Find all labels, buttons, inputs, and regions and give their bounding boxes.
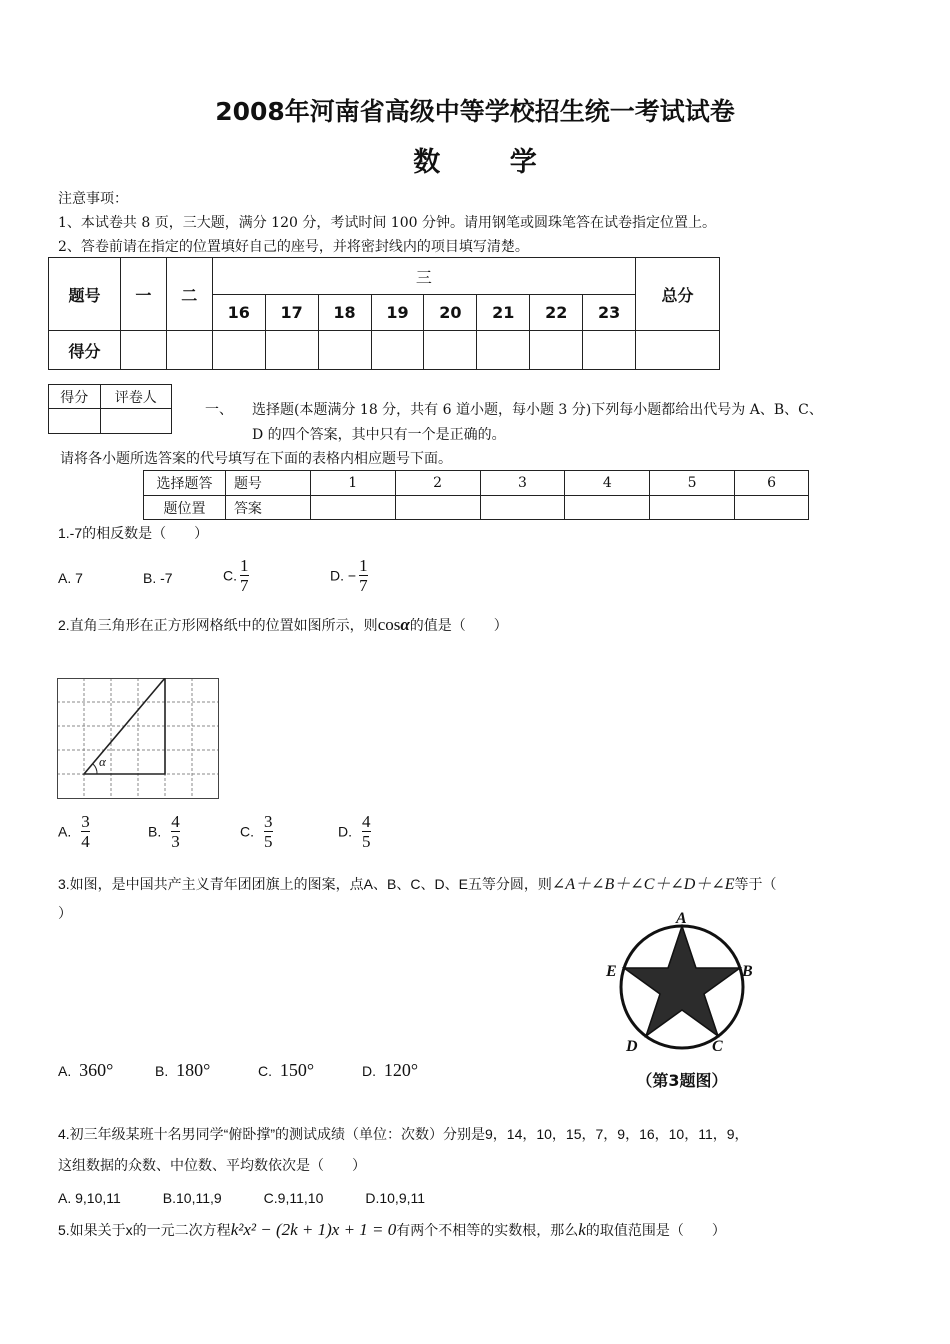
exam-title: 2008年河南省高级中等学校招生统一考试试卷 [215,97,735,126]
col-q20: 20 [424,295,477,331]
answer-instruction: 请将各小题所选答案的代号填写在下面的表格内相应题号下面。 [60,451,452,467]
q2-option-b [148,812,180,851]
q5-stem [58,1220,726,1240]
answer-label-top: 选择题答 [144,471,226,496]
q4-options: A. 9,10,11 B.10,11,9 C.9,11,10 D.10,9,11 [58,1190,426,1206]
q3-point-b: B [742,963,753,980]
q1-option-a: A. 7 [58,570,83,586]
q2-option-c-fraction [264,812,273,851]
q1-d-numerator: 1 [359,556,368,575]
answer-col-3: 3 [480,471,565,496]
col-section-two: 二 [166,258,212,331]
q2-c-denominator: 5 [264,832,273,851]
q3-option-a [58,1060,113,1081]
answer-cell[interactable] [310,496,395,520]
score-cell[interactable] [583,331,636,370]
q3-option-a-value: 360° [79,1060,114,1080]
q1-c-numerator: 1 [240,556,249,575]
q2-b-denominator: 3 [171,832,180,851]
q2-option-a-label: A. [58,823,72,840]
q2-stem-end: 的值是（ ） [409,617,508,633]
q1-stem: 1.-7的相反数是（ ） [58,525,209,541]
q3-option-b-value: 180° [176,1060,211,1080]
q5-stem-middle: 有两个不相等的实数根，那么 [396,1222,579,1238]
q3-option-b [155,1060,210,1081]
grader-name-label: 评卷人 [100,385,171,409]
score-cell[interactable] [530,331,583,370]
q2-option-b-label: B. [148,823,162,840]
answer-col-1: 1 [310,471,395,496]
q2-c-numerator: 3 [264,812,273,831]
section-number: 一、 [205,402,233,418]
q1-option-c [223,556,249,595]
q3-option-d-label: D. [362,1063,376,1079]
q3-option-c-value: 150° [279,1060,315,1080]
q4-stem-line-2: 这组数据的众数、中位数、平均数依次是（ ） [58,1157,366,1173]
score-cell[interactable] [636,331,720,370]
q2-d-numerator: 4 [362,812,371,831]
col-q22: 22 [530,295,583,331]
q2-a-numerator: 3 [81,812,90,831]
score-cell[interactable] [166,331,212,370]
q2-option-c-label: C. [240,823,254,840]
section-intro-line-2: D 的四个答案，其中只有一个是正确的。 [252,427,506,443]
answer-cell[interactable] [735,496,809,520]
answer-cell[interactable] [480,496,565,520]
col-section-one: 一 [120,258,166,331]
q3-figure-caption: （第3题图） [636,1071,728,1090]
col-q18: 18 [318,295,371,331]
q2-option-a [58,812,90,851]
q3-stem-text: 3.如图，是中国共产主义青年团团旗上的图案，点A、B、C、D、E五等分圆，则 [58,876,552,892]
q2-stem-text: 2.直角三角形在正方形网格纸中的位置如图所示，则 [58,617,378,633]
score-cell[interactable] [477,331,530,370]
q3-point-e: E [606,963,617,980]
score-cell[interactable] [265,331,318,370]
q3-angle-expression: ∠A＋∠B＋∠C＋∠D＋∠E [551,876,735,893]
q2-option-c [240,812,273,851]
answer-col-4: 4 [565,471,650,496]
q5-variable-k: k [578,1220,586,1239]
col-q19: 19 [371,295,424,331]
q3-option-a-label: A. [58,1063,72,1079]
q1-c-denominator: 7 [240,576,249,595]
answer-col-6: 6 [735,471,809,496]
score-cell[interactable] [212,331,265,370]
col-q17: 17 [265,295,318,331]
notice-line-1: 1、本试卷共 8 页，三大题，满分 120 分，考试时间 100 分钟。请用钢笔或圆珠笔答在试卷指定位置上。 [58,215,716,231]
q2-option-d-label: D. [338,823,352,840]
q2-a-denominator: 4 [81,832,90,851]
q2-d-denominator: 5 [362,832,371,851]
q3-star-figure [598,905,768,1095]
answer-cell[interactable] [395,496,480,520]
row-label-score: 得分 [49,331,121,370]
answer-row-number-label: 题号 [225,471,310,496]
q3-option-d [362,1060,418,1081]
q5-equation: k²x² − (2k + 1)x + 1 = 0 [230,1220,397,1239]
col-section-three: 三 [212,258,635,295]
q2-stem [58,615,508,635]
grader-score-cell[interactable] [49,409,101,434]
q2-option-b-fraction [171,812,180,851]
grader-box [48,384,172,434]
answer-cell[interactable] [650,496,735,520]
q3-point-a: A [676,910,687,927]
q5-stem-text: 5.如果关于x的一元二次方程 [58,1222,231,1238]
section-intro-line-1: 选择题(本题满分 18 分，共有 6 道小题，每小题 3 分)下列每小题都给出代号为 A、B、C、 [252,402,823,418]
col-total: 总分 [636,258,720,331]
q1-option-d-fraction [359,556,368,595]
q2-b-numerator: 4 [171,812,180,831]
grader-score-label: 得分 [49,385,101,409]
answer-label-bottom: 题位置 [144,496,226,520]
q3-point-c: C [712,1038,723,1055]
col-q21: 21 [477,295,530,331]
grader-name-cell[interactable] [100,409,171,434]
q2-option-a-fraction [81,812,90,851]
q1-d-denominator: 7 [359,576,368,595]
q1-option-c-label: C. [223,567,237,584]
q1-option-c-fraction [240,556,249,595]
q3-point-d: D [626,1038,638,1055]
q1-option-d-label: D. − [330,567,357,584]
subject-title: 数 学 [413,147,567,178]
q2-grid-figure [57,678,220,800]
q3-option-d-value: 120° [383,1060,419,1080]
q2-alpha: α [400,615,410,634]
notice-line-2: 2、答卷前请在指定的位置填好自己的座号，并将密封线内的项目填写清楚。 [58,239,529,255]
q2-figure-alpha: α [99,754,106,769]
q1-option-b: B. -7 [143,570,173,586]
answer-cell[interactable] [565,496,650,520]
q5-stem-end: 的取值范围是（ ） [585,1222,726,1238]
q3-option-c-label: C. [258,1063,272,1079]
q4-stem-line-1: 4.初三年级某班十名男同学“俯卧撑”的测试成绩（单位：次数）分别是9，14，10，15，7，9，16，10，11，9， [58,1126,749,1142]
score-cell[interactable] [120,331,166,370]
q3-option-b-label: B. [155,1063,169,1079]
q3-stem-end: 等于（ [734,876,777,892]
q3-option-c [258,1060,314,1081]
col-q23: 23 [583,295,636,331]
col-q16: 16 [212,295,265,331]
score-cell[interactable] [371,331,424,370]
answer-col-2: 2 [395,471,480,496]
q2-option-d [338,812,371,851]
answer-table [143,470,809,520]
score-cell[interactable] [318,331,371,370]
row-label-question-number: 题号 [49,258,121,331]
q3-stem-close: ） [58,905,72,921]
q3-stem [58,871,777,894]
notice-heading: 注意事项： [58,191,128,207]
answer-row-answer-label: 答案 [225,496,310,520]
q2-option-d-fraction [362,812,371,851]
q2-cos: cos [377,615,401,634]
q1-option-d [330,556,368,595]
score-cell[interactable] [424,331,477,370]
score-table [48,257,720,370]
answer-col-5: 5 [650,471,735,496]
